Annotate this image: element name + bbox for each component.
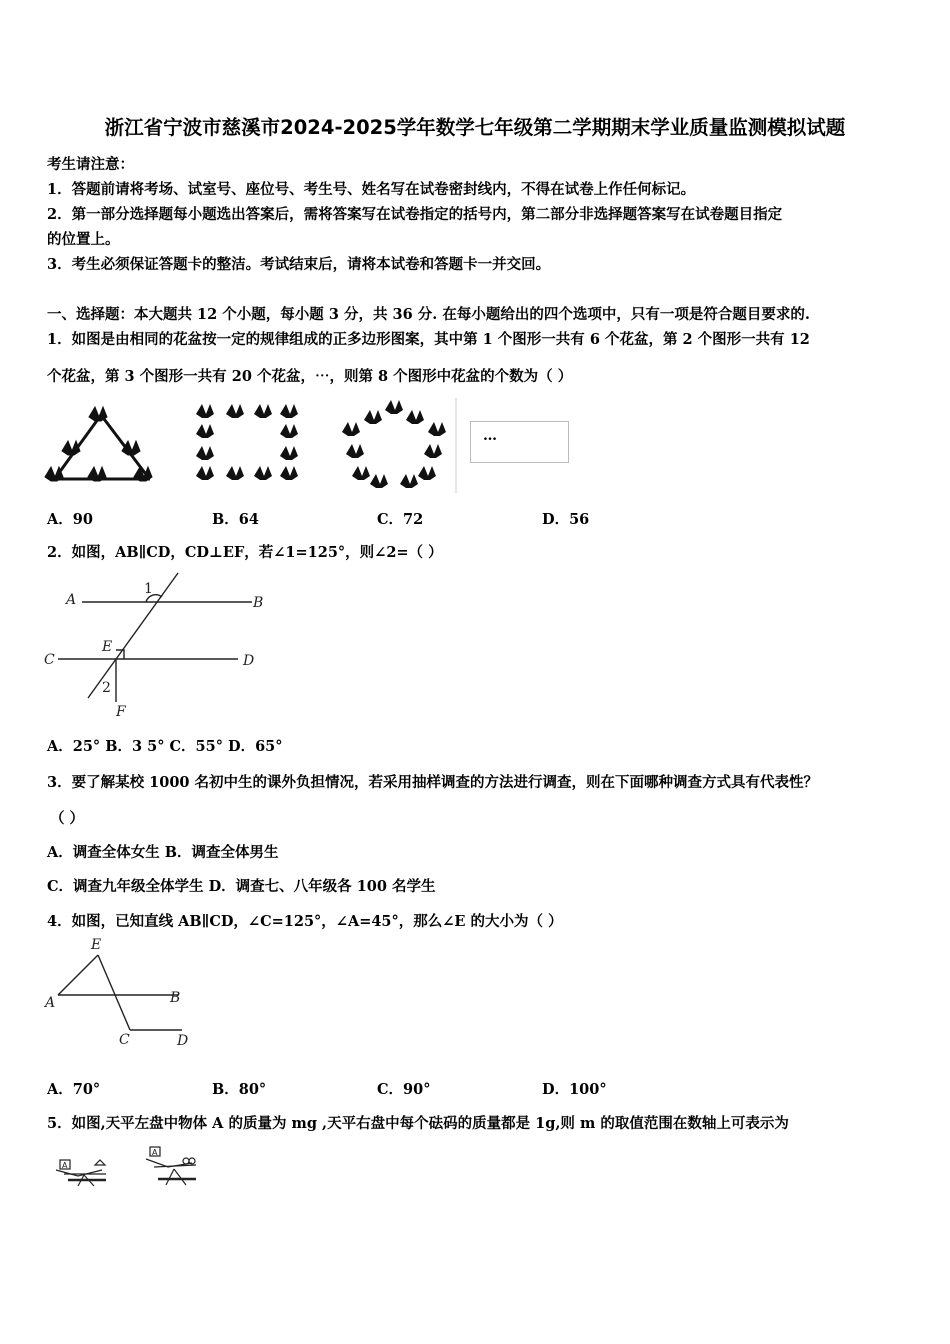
question-1-stem-cont: 个花盆，第 3 个图形一共有 20 个花盆，⋯，则第 8 个图形中花盆的个数为（ ）	[47, 368, 573, 385]
notice-item: 1．答题前请将考场、试室号、座位号、考生号、姓名写在试卷密封线内，不得在试卷上作任何标记。	[47, 181, 696, 198]
question-5-stem: 5．如图,天平左盘中物体 A 的质量为 mg ,天平右盘中每个砝码的质量都是 1g,则 m 的取值范围在数轴上可表示为	[47, 1115, 789, 1132]
label-c: C	[119, 1032, 130, 1048]
next-figure-box	[470, 421, 569, 463]
label-d: D	[243, 653, 255, 669]
option-b[interactable]: B．64	[212, 511, 259, 528]
option-c[interactable]: C．72	[377, 511, 424, 528]
notice-item: 的位置上。	[47, 231, 120, 248]
parallel-lines-figure	[40, 570, 270, 720]
ellipsis-text: …	[483, 428, 497, 444]
flowerpot-square-figure	[196, 402, 301, 484]
answer-paren: （ ）	[50, 810, 85, 827]
angle-1-label: 1	[144, 581, 153, 597]
label-a: A	[66, 592, 77, 608]
label-e: E	[102, 639, 113, 655]
question-2-stem: 2．如图，AB∥CD，CD⊥EF，若∠1=125°，则∠2=（ ）	[47, 544, 443, 561]
option-d[interactable]: D．100°	[542, 1081, 607, 1098]
angle-e-figure	[40, 935, 200, 1050]
option-c[interactable]: C．90°	[377, 1081, 431, 1098]
section-heading: 一、选择题：本大题共 12 个小题，每小题 3 分，共 36 分. 在每小题给出的四个选项中，只有一项是符合题目要求的.	[47, 306, 810, 323]
balance-scale-figure-2	[146, 1143, 216, 1191]
label-f: F	[116, 704, 126, 720]
object-a-label: A	[152, 1148, 158, 1157]
label-b: B	[253, 595, 264, 611]
balance-scale-figure-1	[56, 1148, 126, 1190]
question-3-options-cd[interactable]: C．调查九年级全体学生 D．调查七、八年级各 100 名学生	[47, 878, 436, 895]
option-a[interactable]: A．70°	[47, 1081, 101, 1098]
question-3-stem: 3．要了解某校 1000 名初中生的课外负担情况，若采用抽样调查的方法进行调查，则在下面哪种调查方式具有代表性？	[47, 774, 819, 791]
flowerpot-triangle-figure	[48, 405, 158, 485]
label-b: B	[170, 990, 181, 1006]
question-2-options[interactable]: A．25° B．3 5° C．55° D．65°	[47, 738, 283, 755]
object-a-label: A	[62, 1161, 68, 1170]
notice-item: 2．第一部分选择题每小题选出答案后，需将答案写在试卷指定的括号内，第二部分非选择题答案写在试卷题目指定	[47, 206, 783, 223]
page-title: 浙江省宁波市慈溪市2024-2025学年数学七年级第二学期期末学业质量监测模拟试题	[104, 116, 846, 139]
notice-heading: 考生请注意：	[47, 156, 134, 173]
label-e: E	[91, 937, 102, 953]
question-1-stem: 1．如图是由相同的花盆按一定的规律组成的正多边形图案，其中第 1 个图形一共有 6 个花盆，第 2 个图形一共有 12	[47, 331, 810, 348]
option-b[interactable]: B．80°	[212, 1081, 267, 1098]
flowerpot-pentagon-figure	[340, 398, 458, 493]
option-d[interactable]: D．56	[542, 511, 590, 528]
option-a[interactable]: A．90	[47, 511, 93, 528]
question-3-options-ab[interactable]: A．调查全体女生 B．调查全体男生	[47, 844, 279, 861]
label-a: A	[45, 995, 56, 1011]
angle-2-label: 2	[102, 680, 111, 696]
question-4-stem: 4．如图，已知直线 AB∥CD，∠C=125°，∠A=45°，那么∠E 的大小为（ ）	[47, 913, 563, 930]
label-c: C	[44, 652, 55, 668]
notice-item: 3．考生必须保证答题卡的整洁。考试结束后，请将本试卷和答题卡一并交回。	[47, 256, 551, 273]
label-d: D	[177, 1033, 189, 1049]
